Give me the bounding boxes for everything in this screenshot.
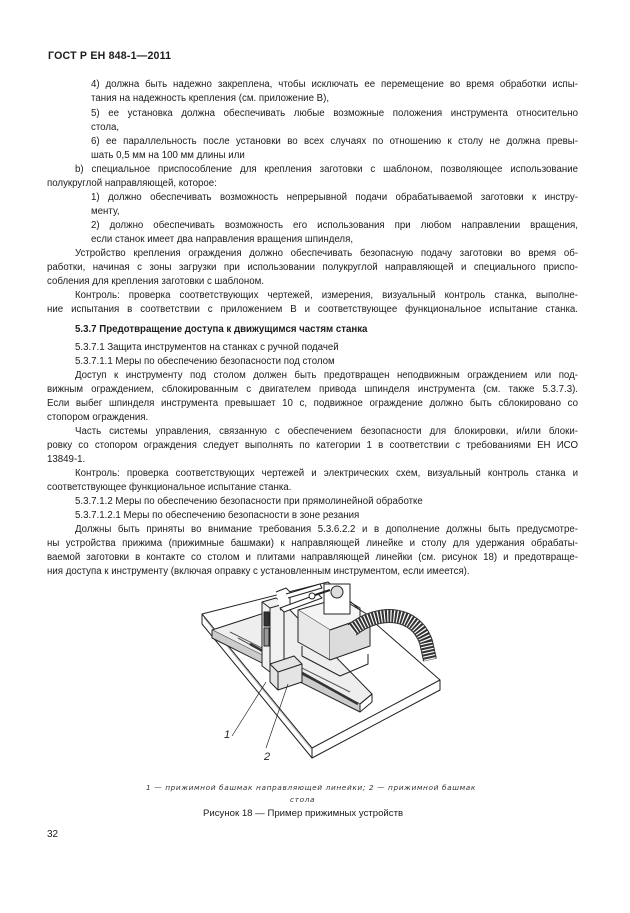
paragraph-line: 6) ее параллельность после установки во всех случаях по отношению к столу не должна превы- xyxy=(91,136,578,147)
figure-label-1: 1 xyxy=(224,729,231,741)
paragraph-line: менту, xyxy=(91,206,120,217)
paragraph-line: Часть системы управления, связанную с обеспечением безопасности для блокировки, и/или блоки- xyxy=(75,426,578,437)
paragraph-line: ны устройства прижима (прижимные башмаки) к направляющей линейке и столу для удержания обрабаты- xyxy=(47,538,578,549)
figure-title: Рисунок 18 — Пример прижимных устройств xyxy=(203,808,404,819)
paragraph-line: ние испытания в соответствии с приложением В и соответствующее функциональное испытание станка. xyxy=(47,304,578,315)
paragraph-line: стола, xyxy=(91,122,120,133)
subsection-heading: 5.3.7.1.1 Меры по обеспечению безопасности под столом xyxy=(75,356,335,367)
paragraph-line: собления для крепления заготовки с шаблоном. xyxy=(47,276,265,287)
paragraph-line: соответствующее функциональное испытание станка. xyxy=(47,482,292,493)
paragraph-line: Устройство крепления ограждения должно обеспечивать безопасную подачу заготовки во время об- xyxy=(75,248,578,259)
paragraph-line: Доступ к инструменту под столом должен быть предотвращен неподвижным ограждением или под- xyxy=(75,370,578,381)
section-heading: 5.3.7 Предотвращение доступа к движущимся частям станка xyxy=(75,324,368,335)
paragraph-line: работки, начиная с зоны загрузки при использовании полукруглой направляющей и специального приспо- xyxy=(47,262,578,273)
paragraph-line: 1) должно обеспечивать возможность непрерывной подачи обрабатываемой заготовки к инстру- xyxy=(91,192,578,203)
paragraph-line: ровку со стопором ограждения следует выполнять по категории 1 в соответствии с требованиями ЕН ИСО xyxy=(47,440,578,451)
paragraph-line: стопором ограждения. xyxy=(47,412,149,423)
paragraph-line: 5) ее установка должна обеспечивать любые возможные положения инструмента относительно xyxy=(91,108,578,119)
paragraph-line: b) специальное приспособление для крепления заготовки с шаблоном, позволяющее использование xyxy=(75,164,578,175)
subsection-heading: 5.3.7.1.2 Меры по обеспечению безопасности при прямолинейной обработке xyxy=(75,496,423,507)
figure-18-illustration xyxy=(190,572,450,767)
paragraph-line: Контроль: проверка соответствующих чертежей, измерения, визуальный контроль станка, выполне- xyxy=(75,290,578,301)
subsection-heading: 5.3.7.1.2.1 Меры по обеспечению безопасности в зоне резания xyxy=(75,510,360,521)
subsection-heading: 5.3.7.1 Защита инструментов на станках с ручной подачей xyxy=(75,342,339,353)
paragraph-line: полукруглой направляющей, которое: xyxy=(47,178,217,189)
paragraph-line: 4) должна быть надежно закреплена, чтобы исключать ее перемещение во время обработки испы- xyxy=(91,79,578,90)
paragraph-line: Если выбег шпинделя инструмента превышает 10 с, подвижное ограждение должно быть сблокировано со xyxy=(47,398,578,409)
paragraph-line: Контроль: проверка соответствующих чертежей и электрических схем, визуальный контроль станка и xyxy=(75,468,578,479)
paragraph-line: тания на надежность крепления (см. приложение В), xyxy=(91,93,330,104)
paragraph-line: 13849-1. xyxy=(47,454,86,465)
paragraph-line: вижным ограждением, сблокированным с двигателем привода шпинделя инструмента (см. также 5.3.7.3). xyxy=(47,384,578,395)
page-header: ГОСТ Р ЕН 848-1—2011 xyxy=(48,50,172,62)
figure-legend-continued: стола xyxy=(290,795,316,804)
paragraph-line: ния доступа к инструменту (включая оправку с установленным инструментом, если имеется). xyxy=(47,566,470,577)
figure-legend: 1 — прижимной башмак направляющей линейки; 2 — прижимной башмак xyxy=(146,783,476,792)
paragraph-line: 2) должно обеспечивать возможность его использования при любом направлении вращения, xyxy=(91,220,578,231)
figure-label-2: 2 xyxy=(264,751,271,763)
paragraph-line: ваемой заготовки в контакте со столом и плитами направляющей линейки (см. рисунок 18) и предотвраще- xyxy=(47,552,578,563)
paragraph-line: если станок имеет два направления вращения шпинделя, xyxy=(91,234,354,245)
leader-line-1 xyxy=(232,682,266,736)
paragraph-line: шать 0,5 мм на 100 мм длины или xyxy=(91,150,245,161)
page-number: 32 xyxy=(47,829,59,840)
paragraph-line: Должны быть приняты во внимание требования 5.3.6.2.2 и в дополнение должны быть предусмотре- xyxy=(75,524,578,535)
